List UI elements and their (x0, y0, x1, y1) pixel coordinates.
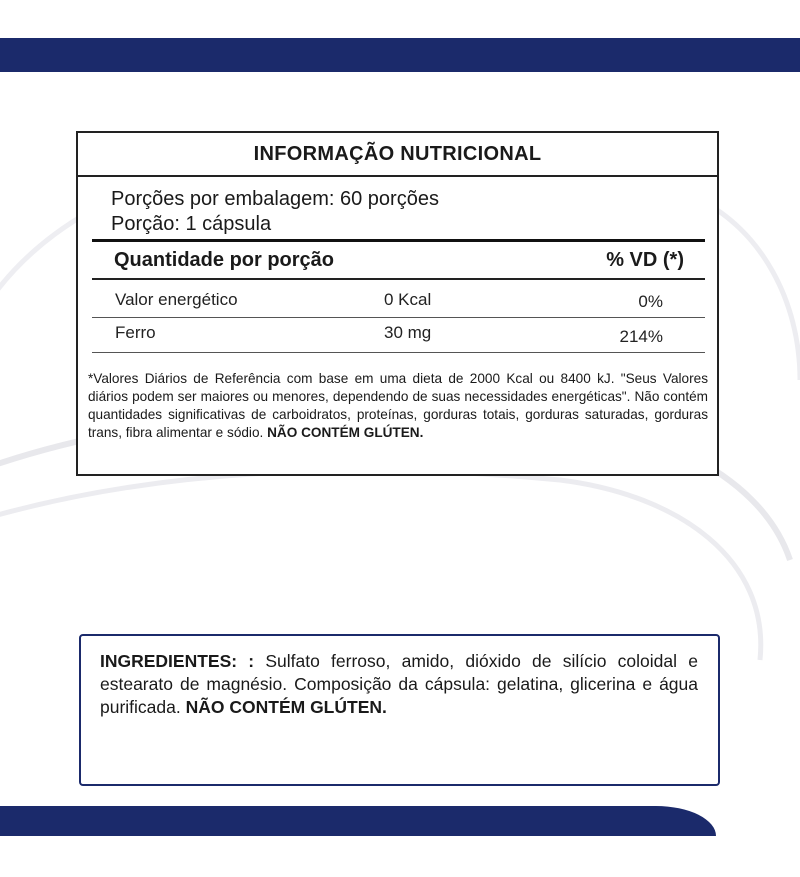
top-brand-band (0, 38, 800, 72)
nutrient-amount: 0 Kcal (384, 290, 432, 309)
ingredients-text-block (100, 650, 698, 719)
thick-divider (92, 239, 705, 242)
header-quantity: Quantidade por porção (114, 249, 335, 271)
footnote-text: *Valores Diários de Referência com base em uma dieta de 2000 Kcal ou 8400 kJ. "Seus Valores diários podem ser maiores ou menores, dependendo de suas necessidades energéticas". Não contém quantidades significativas de carboidratos, proteínas, gorduras totais, gorduras saturadas, gorduras trans, fibra alimentar e sódio. (88, 371, 708, 440)
nutrition-facts-panel (76, 131, 719, 476)
nutrition-title: INFORMAÇÃO NUTRICIONAL (78, 133, 717, 177)
bottom-brand-band (0, 806, 716, 836)
nutrient-label: Ferro (115, 323, 156, 342)
nutrient-amount: 30 mg (384, 323, 432, 342)
footnote-gluten-warning: NÃO CONTÉM GLÚTEN. (267, 425, 424, 440)
header-divider (92, 278, 705, 280)
ingredients-label: INGREDIENTES: : (100, 651, 255, 671)
serving-size: Porção: 1 cápsula (111, 213, 272, 235)
footnote (88, 370, 708, 442)
header-daily-value: % VD (*) (606, 249, 684, 271)
table-row (92, 318, 705, 353)
nutrient-dv: 0% (638, 292, 663, 311)
servings-per-package: Porções por embalagem: 60 porções (111, 188, 439, 210)
table-row (92, 283, 705, 318)
nutrient-label: Valor energético (115, 290, 238, 309)
table-header (114, 249, 684, 272)
ingredients-panel (79, 634, 720, 786)
ingredients-gluten-warning: NÃO CONTÉM GLÚTEN. (185, 697, 387, 717)
nutrient-dv: 214% (619, 327, 663, 346)
servings-block (78, 177, 717, 237)
ingredients-list: Sulfato ferroso, amido, dióxido de silício coloidal e estearato de magnésio. Composição da cápsula: gelatina, glicerina e água purificada. (100, 651, 698, 717)
